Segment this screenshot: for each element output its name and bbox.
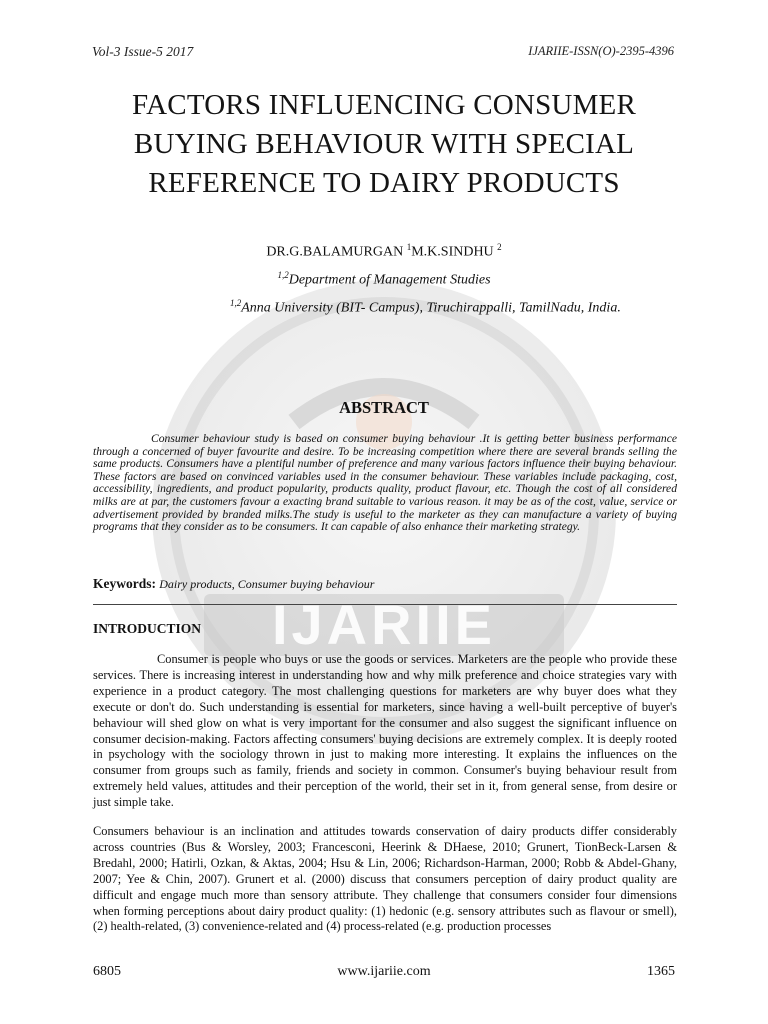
- keywords-label: Keywords:: [93, 576, 156, 591]
- affiliation-superscript: 1,2: [277, 270, 289, 280]
- keywords-text: Dairy products, Consumer buying behaviour: [159, 577, 375, 591]
- affiliation-text: Anna University (BIT- Campus), Tiruchirappalli, TamilNadu, India.: [241, 300, 621, 316]
- svg-text:IJARIIE: IJARIIE: [271, 593, 497, 656]
- title-line: BUYING BEHAVIOUR WITH SPECIAL: [133, 128, 635, 160]
- footer-website: www.ijariie.com: [337, 964, 431, 979]
- intro-para1-text: Consumer is people who buys or use the goods or services. Marketers are the people who provide these services. There is increasing interest in understanding how and why milk preference and choice strategies vary with experience in a product category. The most challenging questions for marketers are why buyer does what they execute or don't do. Such understanding is essential for marketers, since having a well-built perceptive of buyer's behaviour will shed glow on what is very important for the consumer and also suggest the significant influence on consumer decision-making. Factors affecting consumers' buying decisions are extremely complex. It is deeply rooted in psychology with the sociology thrown in just to making more interesting. It explains the influences on the consumer from groups such as family, friends and society in common. Consumer's buying behaviour result from extremely held values, attitudes and their perception of the world, their set in it, from general sense, from desire or just simple take.: [93, 652, 677, 810]
- abstract-heading: ABSTRACT: [339, 398, 429, 417]
- affiliation-department: [0, 270, 768, 289]
- affiliation-text: Department of Management Studies: [288, 272, 491, 288]
- author-superscript: 1: [406, 242, 412, 252]
- introduction-paragraph-2: Consumers behaviour is an inclination and attitudes towards conservation of dairy products differ considerably across countries (Bus & Worsley, 2003; Francesconi, Heerink & DHaese, 2010; Grunert, TionBeck-Larsen & Bredahl, 2000; Hatirli, Ozkan, & Aktas, 2004; Hsu & Lin, 2006; Richardson-Harman, 2000; Robb & Abdel-Ghany, 2007; Yee & Chin, 2007). Grunert et al. (2000) discuss that consumers perception of dairy product quality are difficult and engage much more than sensory attribute. They challenge that consumers consider four dimensions when forming perceptions about dairy product quality: (1) hedonic (e.g. sensory attributes such as flavour or smell), (2) health-related, (3) convenience-related and (4) process-related (e.g. production processes: [93, 824, 677, 934]
- paper-title: [60, 86, 708, 203]
- affiliation-university: [230, 298, 621, 317]
- section-divider: [93, 604, 677, 605]
- introduction-paragraph-1: [93, 652, 677, 811]
- abstract-text: [93, 433, 677, 534]
- header-volume: Vol-3 Issue-5 2017: [92, 44, 194, 59]
- title-line: REFERENCE TO DAIRY PRODUCTS: [148, 167, 620, 199]
- introduction-heading: INTRODUCTION: [93, 621, 202, 636]
- author-name: DR.G.BALAMURGAN: [266, 244, 404, 260]
- keywords: [93, 576, 374, 592]
- title-line: FACTORS INFLUENCING CONSUMER: [131, 89, 637, 121]
- abstract-body: Consumer behaviour study is based on consumer buying behaviour .It is getting better business performance through a concerned of buyer favourite and desire. To be increasing competition where there are several brands selling the same products. Consumers have a plentiful number of preference and many various factors influence their buying behaviour. These factors are based on convinced variables used in the consumer behaviour. These variables include packaging, cost, accessibility, ingredients, and product popularity, products quality, product flavour, etc. Though the cost of all considered milks are at par, the customers favour a exacting brand suitable to various reason. it may be as of the cost, value, service or advertisement provided by branded milks.The study is useful to the marketer as they can manufacture a variety of buying programs that they consider as to be consumers. It can capable of also enhance their marketing strategy.: [93, 432, 677, 534]
- header-issn: IJARIIE-ISSN(O)-2395-4396: [528, 44, 674, 58]
- author-superscript: 2: [497, 242, 502, 252]
- authors: [0, 242, 768, 261]
- footer-page-number: 1365: [647, 964, 675, 979]
- author-name: M.K.SINDHU: [411, 244, 494, 260]
- affiliation-superscript: 1,2: [230, 298, 242, 308]
- footer-page-id: 6805: [93, 964, 121, 979]
